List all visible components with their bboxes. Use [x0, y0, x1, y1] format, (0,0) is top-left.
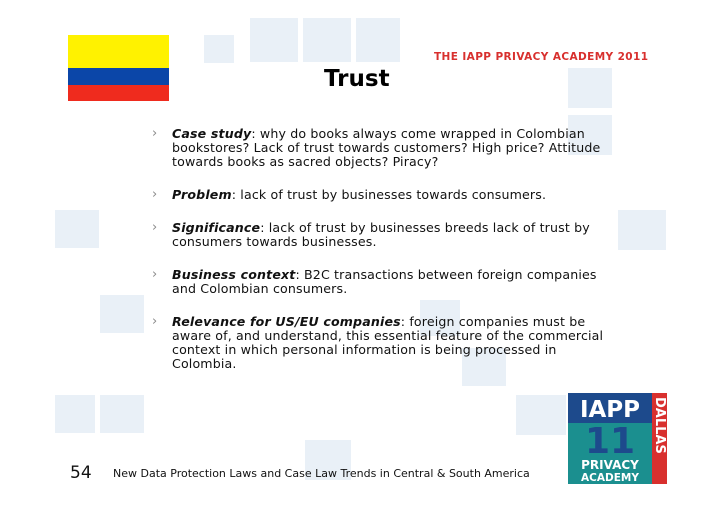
bullet-text: : lack of trust by businesses towards consumers. — [231, 187, 547, 202]
list-item — [150, 315, 620, 371]
bullet-list — [150, 127, 620, 390]
list-item — [150, 127, 620, 169]
iapp-academy-logo — [568, 393, 667, 484]
bullet-text: : foreign companies must be aware of, and understand, this essential feature of the commercial context in which personal information is being processed in Colombia. — [172, 314, 604, 371]
bullet-label: Case study — [172, 126, 252, 141]
academy-banner: THE IAPP PRIVACY ACADEMY 2011 — [434, 51, 649, 63]
footer-text: New Data Protection Laws and Case Law Trends in Central & South America — [113, 467, 530, 480]
logo-text-dallas: DALLAS — [652, 397, 667, 454]
slide-title: Trust — [324, 66, 390, 92]
logo-text-privacy: PRIVACY — [581, 458, 639, 472]
bg-tile — [55, 395, 95, 433]
bullet-label: Problem — [172, 187, 232, 202]
flag-stripe-blue — [68, 68, 169, 85]
chevron-right-icon: › — [152, 220, 158, 235]
bg-tile — [516, 395, 566, 435]
bullet-label: Business context — [172, 267, 296, 282]
bullet-label: Relevance for US/EU companies — [172, 314, 401, 329]
list-item — [150, 221, 620, 249]
bg-tile — [100, 295, 144, 333]
bg-tile — [250, 18, 298, 62]
bg-tile — [356, 18, 400, 62]
list-item — [150, 268, 620, 296]
bg-tile — [55, 210, 99, 248]
logo-text-academy: ACADEMY — [581, 472, 639, 484]
chevron-right-icon: › — [152, 267, 158, 282]
chevron-right-icon: › — [152, 314, 158, 329]
bullet-text: : lack of trust by businesses breeds lack of trust by consumers towards businesses. — [172, 220, 590, 249]
bg-tile — [303, 18, 351, 62]
flag-stripe-yellow — [68, 35, 169, 68]
bullet-label: Significance — [172, 220, 261, 235]
bullet-text: : B2C transactions between foreign companies and Colombian consumers. — [172, 267, 597, 296]
chevron-right-icon: › — [152, 126, 158, 141]
bg-tile — [618, 210, 666, 250]
list-item — [150, 188, 620, 202]
page-number: 54 — [70, 463, 92, 483]
colombia-flag — [68, 35, 169, 101]
bg-tile — [204, 35, 234, 63]
logo-text-iapp: IAPP — [579, 397, 641, 423]
bullet-text: : why do books always come wrapped in Colombian bookstores? Lack of trust towards customers? High price? Attitude towards books as sacred objects? Piracy? — [172, 126, 601, 169]
chevron-right-icon: › — [152, 187, 158, 202]
logo-text-year: 11 — [584, 421, 636, 462]
bg-tile — [568, 68, 612, 108]
flag-stripe-red — [68, 85, 169, 101]
bg-tile — [100, 395, 144, 433]
